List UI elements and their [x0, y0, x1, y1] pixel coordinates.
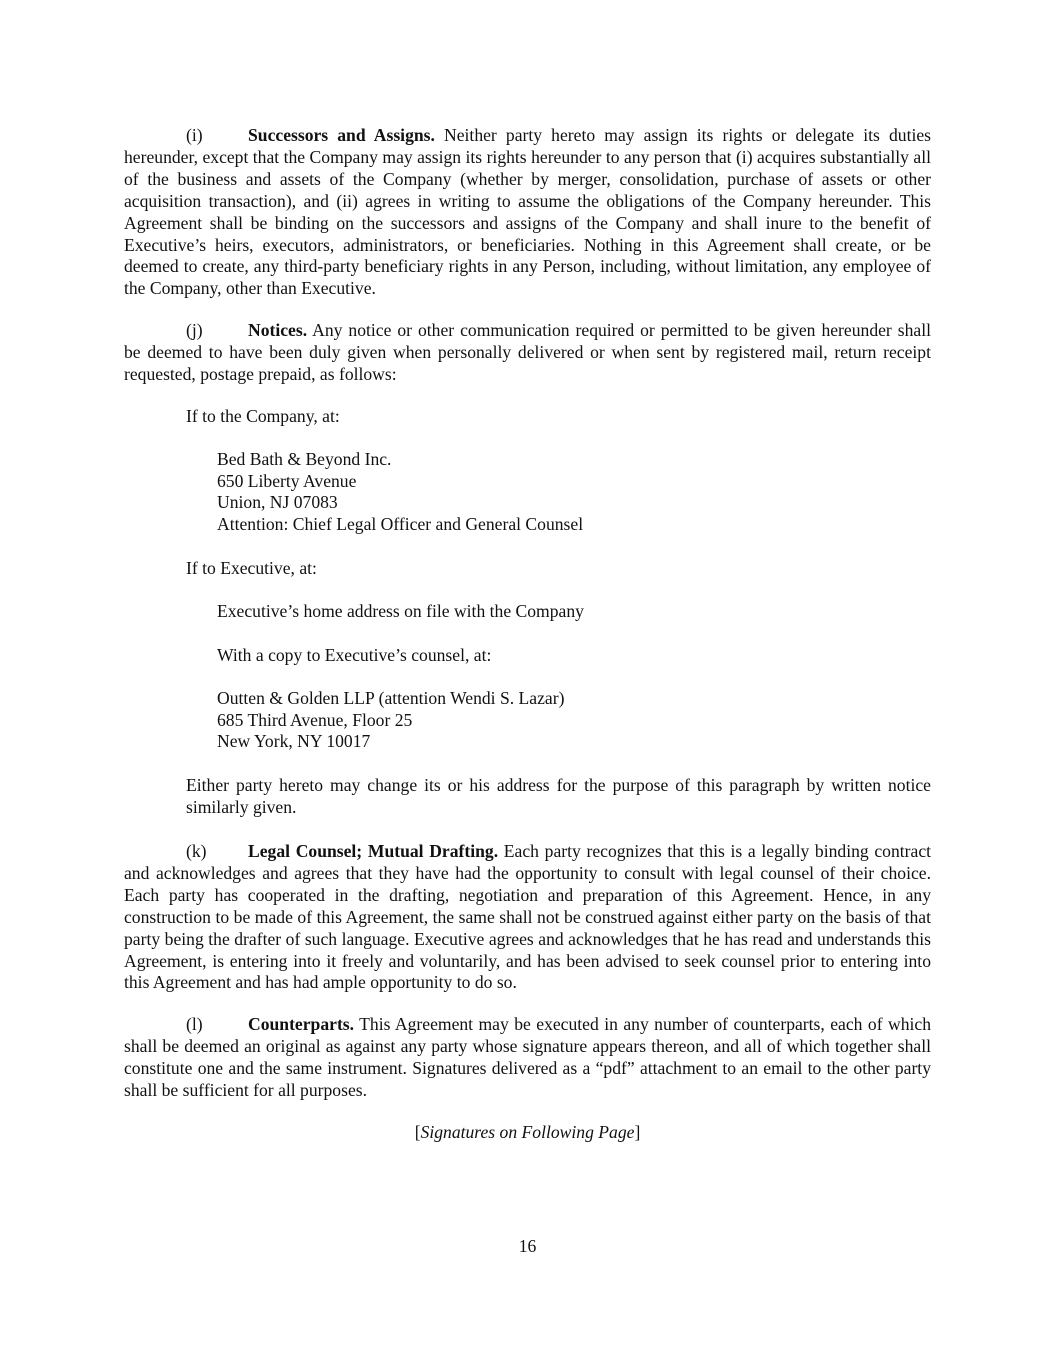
section-l-body: This Agreement may be executed in any number of counterparts, each of which shall be deemed an original as against any party whose signature appears thereon, and all of which together shall constitute one and the same instrument. Signatures delivered as a “pdf” attachment to an email to the other party shall be sufficient for all purposes. [124, 1014, 931, 1100]
section-k-paragraph [124, 841, 931, 994]
counsel-address-line: New York, NY 10017 [217, 731, 371, 752]
signatures-note [0, 1122, 1055, 1144]
executive-intro: If to Executive, at: [186, 558, 317, 578]
company-address-line: 650 Liberty Avenue [217, 470, 357, 491]
signatures-note-open-bracket: [ [414, 1122, 421, 1142]
section-i-number: (i) [186, 125, 203, 145]
section-i-paragraph [124, 125, 931, 300]
company-address-line: Bed Bath & Beyond Inc. [217, 449, 392, 469]
executive-address: Executive’s home address on file with the Company [217, 601, 584, 621]
company-address-line: Attention: Chief Legal Officer and General Counsel [217, 513, 584, 534]
counsel-address [217, 688, 564, 753]
page-number: 16 [518, 1236, 537, 1256]
section-i-heading: Successors and Assigns. [248, 125, 435, 145]
copy-intro: With a copy to Executive’s counsel, at: [217, 645, 492, 665]
signatures-note-text: Signatures on Following Page [420, 1122, 635, 1142]
change-clause: Either party hereto may change its or his address for the purpose of this paragraph by written notice similarly given. [186, 775, 931, 817]
company-address [217, 449, 583, 535]
section-l-heading: Counterparts. [248, 1014, 355, 1034]
section-k-body: Each party recognizes that this is a legally binding contract and acknowledges and agrees that they have had the opportunity to consult with legal counsel of their choice. Each party has cooperated in the drafting, negotiation and preparation of this Agreement. Hence, in any construction to be made of this Agreement, the same shall not be construed against either party on the basis of that party being the drafter of such language. Executive agrees and acknowledges that he has read and understands this Agreement, is entering into it freely and voluntarily, and has been advised to seek counsel prior to entering into this Agreement and has had ample opportunity to do so. [124, 841, 932, 993]
signatures-note-close-bracket: ] [634, 1122, 641, 1142]
section-i-body: Neither party hereto may assign its rights or delegate its duties hereunder, except that the Company may assign its rights hereunder to any person that (i) acquires substantially all of the business and assets of the Company (whether by merger, consolidation, purchase of assets or other acquisition transaction), and (ii) agrees in writing to assume the obligations of the Company hereunder. This Agreement shall be binding on the successors and assigns of the Company and shall inure to the benefit of Executive’s heirs, executors, administrators, or beneficiaries. Nothing in this Agreement shall create, or be deemed to create, any third-party beneficiary rights in any Person, including, without limitation, any employee of the Company, other than Executive. [124, 125, 931, 299]
company-intro: If to the Company, at: [186, 406, 340, 426]
counsel-address-line: 685 Third Avenue, Floor 25 [217, 709, 413, 730]
company-address-line: Union, NJ 07083 [217, 492, 338, 513]
section-j-body: Any notice or other communication required or permitted to be given hereunder shall be deemed to have been duly given when personally delivered or when sent by registered mail, return receipt requested, postage prepaid, as follows: [124, 320, 931, 384]
section-l-number: (l) [186, 1014, 203, 1034]
section-j-number: (j) [186, 320, 203, 340]
counsel-address-line: Outten & Golden LLP (attention Wendi S. Lazar) [217, 688, 565, 708]
section-j-paragraph [124, 320, 931, 386]
section-k-heading: Legal Counsel; Mutual Drafting. [248, 841, 499, 861]
section-l-paragraph [124, 1014, 931, 1102]
section-j-heading: Notices. [248, 320, 308, 340]
section-k-number: (k) [186, 841, 207, 861]
